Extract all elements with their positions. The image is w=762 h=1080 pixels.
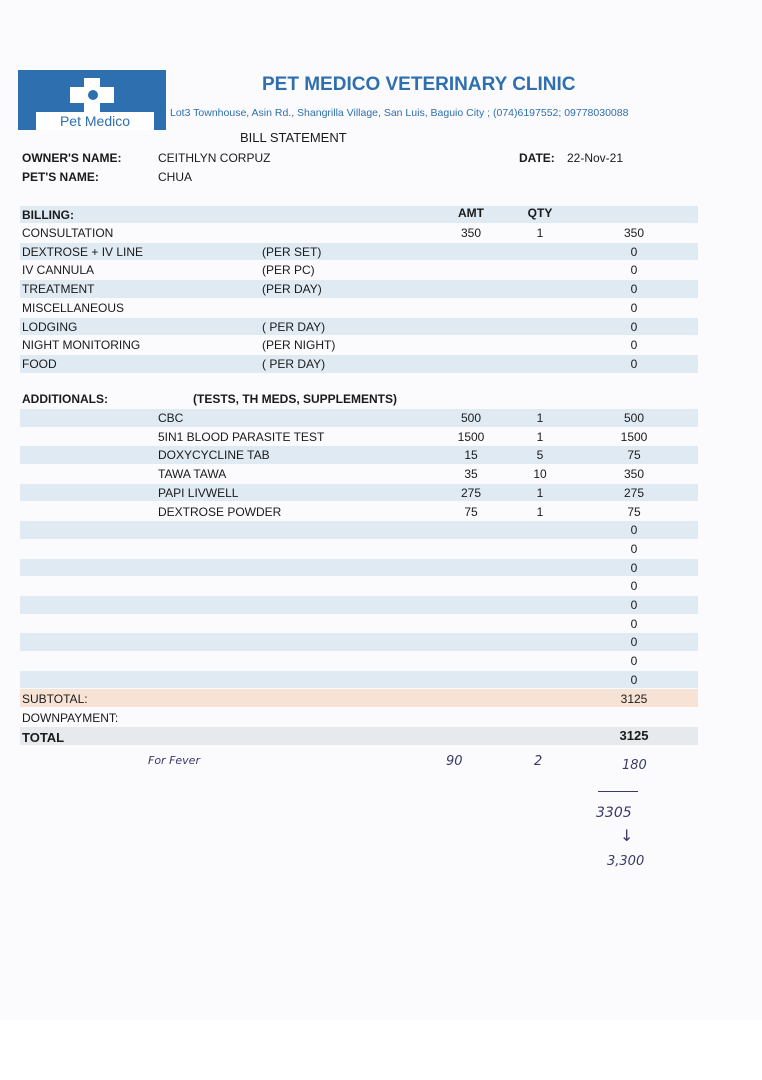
billing-item-name: NIGHT MONITORING xyxy=(22,338,141,353)
pet-value: CHUA xyxy=(158,170,193,184)
subtotal-label: SUBTOTAL: xyxy=(22,692,88,706)
handwritten-arrow: ↓ xyxy=(620,826,634,845)
medical-cross-icon xyxy=(70,78,114,112)
additional-item-total: 350 xyxy=(623,467,645,482)
owner-label: OWNER'S NAME: xyxy=(22,151,122,165)
handwritten-total: 180 xyxy=(622,758,647,773)
additional-item-name: TAWA TAWA xyxy=(158,467,227,482)
logo-text: Pet Medico xyxy=(36,112,154,130)
billing-item-total: 0 xyxy=(630,338,638,353)
additionals-row-band xyxy=(20,596,698,614)
additional-item-total: 0 xyxy=(630,579,638,594)
handwritten-note: For Fever xyxy=(148,754,200,767)
billing-item-qty: 1 xyxy=(536,226,544,240)
handwritten-rule xyxy=(598,791,638,792)
additional-item-amt: 35 xyxy=(464,467,478,482)
additional-item-total: 500 xyxy=(623,411,645,425)
billing-item-name: LODGING xyxy=(22,319,78,334)
additional-item-amt: 75 xyxy=(464,504,478,519)
additional-item-total: 0 xyxy=(630,616,638,631)
additionals-sublabel: (TESTS, TH MEDS, SUPPLEMENTS) xyxy=(193,392,398,406)
additional-item-name: PAPI LIVWELL xyxy=(158,485,239,500)
subtotal-band xyxy=(20,689,698,707)
additional-item-total: 0 xyxy=(630,672,638,687)
handwritten-amt: 90 xyxy=(446,754,463,769)
billing-label: BILLING: xyxy=(22,208,74,222)
billing-item-name: FOOD xyxy=(22,356,57,371)
billing-item-total: 0 xyxy=(630,356,638,371)
additional-item-amt: 275 xyxy=(460,485,482,500)
additional-item-total: 75 xyxy=(627,448,641,463)
additional-item-qty: 5 xyxy=(536,448,544,463)
billing-item-unit: ( PER DAY) xyxy=(262,356,326,371)
total-band xyxy=(20,727,698,745)
billing-item-name: CONSULTATION xyxy=(22,226,114,240)
additionals-row-band xyxy=(20,409,698,427)
additionals-row-band xyxy=(20,484,698,502)
billing-item-name: DEXTROSE + IV LINE xyxy=(22,244,144,259)
billing-item-unit: (PER SET) xyxy=(262,244,322,259)
additional-item-name: CBC xyxy=(158,411,184,425)
additional-item-total: 0 xyxy=(630,654,638,669)
billing-item-total: 0 xyxy=(630,282,638,297)
additionals-row-band xyxy=(20,559,698,577)
clinic-logo xyxy=(18,70,166,130)
additional-item-total: 0 xyxy=(630,560,638,575)
billing-item-total: 0 xyxy=(630,319,638,334)
pet-label: PET'S NAME: xyxy=(22,170,99,184)
additionals-label: ADDITIONALS: xyxy=(22,392,108,406)
additional-item-qty: 1 xyxy=(536,429,544,444)
additional-item-qty: 1 xyxy=(536,485,544,500)
additional-item-name: DOXYCYCLINE TAB xyxy=(158,448,270,463)
subtotal-value: 3125 xyxy=(620,692,648,706)
additionals-row-band xyxy=(20,521,698,539)
additional-item-amt: 1500 xyxy=(457,429,485,444)
additional-item-amt: 500 xyxy=(460,411,482,425)
additional-item-total: 0 xyxy=(630,541,638,556)
additionals-row-band xyxy=(20,446,698,464)
clinic-address: Lot3 Townhouse, Asin Rd., Shangrilla Village, San Luis, Baguio City ; (074)6197552; 09778030088 xyxy=(170,107,629,119)
additional-item-name: 5IN1 BLOOD PARASITE TEST xyxy=(158,429,325,444)
additional-item-total: 275 xyxy=(623,485,645,500)
additional-item-name: DEXTROSE POWDER xyxy=(158,504,282,519)
billing-row-band xyxy=(20,355,698,373)
additional-item-qty: 1 xyxy=(536,411,544,425)
billing-row-band xyxy=(20,318,698,336)
handwritten-rounded: 3,300 xyxy=(607,854,645,869)
total-value: 3125 xyxy=(619,728,649,743)
handwritten-qty: 2 xyxy=(534,754,543,769)
additional-item-total: 0 xyxy=(630,635,638,650)
downpayment-label: DOWNPAYMENT: xyxy=(22,711,119,725)
billing-item-total: 0 xyxy=(630,244,638,259)
billing-item-unit: (PER PC) xyxy=(262,263,315,278)
additional-item-total: 0 xyxy=(630,598,638,612)
handwritten-sum: 3305 xyxy=(596,805,632,821)
billing-item-total: 0 xyxy=(630,300,638,315)
owner-value: CEITHLYN CORPUZ xyxy=(158,151,271,165)
billing-item-total: 0 xyxy=(630,263,638,278)
billing-item-amt: 350 xyxy=(460,226,482,240)
additional-item-total: 0 xyxy=(630,523,638,538)
billing-item-unit: ( PER DAY) xyxy=(262,319,326,334)
billing-header-band xyxy=(20,206,698,223)
billing-row-band xyxy=(20,280,698,298)
additional-item-qty: 10 xyxy=(533,467,547,482)
billing-item-unit: (PER DAY) xyxy=(262,282,322,297)
billing-item-name: IV CANNULA xyxy=(22,263,95,278)
billing-item-unit: (PER NIGHT) xyxy=(262,338,336,353)
statement-title: BILL STATEMENT xyxy=(240,130,347,145)
billing-item-name: TREATMENT xyxy=(22,282,95,297)
clinic-name: PET MEDICO VETERINARY CLINIC xyxy=(262,74,576,95)
amt-header: AMT xyxy=(458,206,484,220)
date-value: 22-Nov-21 xyxy=(567,151,624,165)
qty-header: QTY xyxy=(527,206,553,220)
total-label: TOTAL xyxy=(22,730,65,745)
additional-item-amt: 15 xyxy=(464,448,478,463)
billing-item-total: 350 xyxy=(623,226,645,240)
additional-item-total: 75 xyxy=(627,504,641,519)
additionals-row-band xyxy=(20,633,698,651)
additional-item-total: 1500 xyxy=(620,429,648,444)
billing-item-name: MISCELLANEOUS xyxy=(22,300,125,315)
date-label: DATE: xyxy=(519,151,555,165)
additionals-row-band xyxy=(20,671,698,689)
additional-item-qty: 1 xyxy=(536,504,544,519)
